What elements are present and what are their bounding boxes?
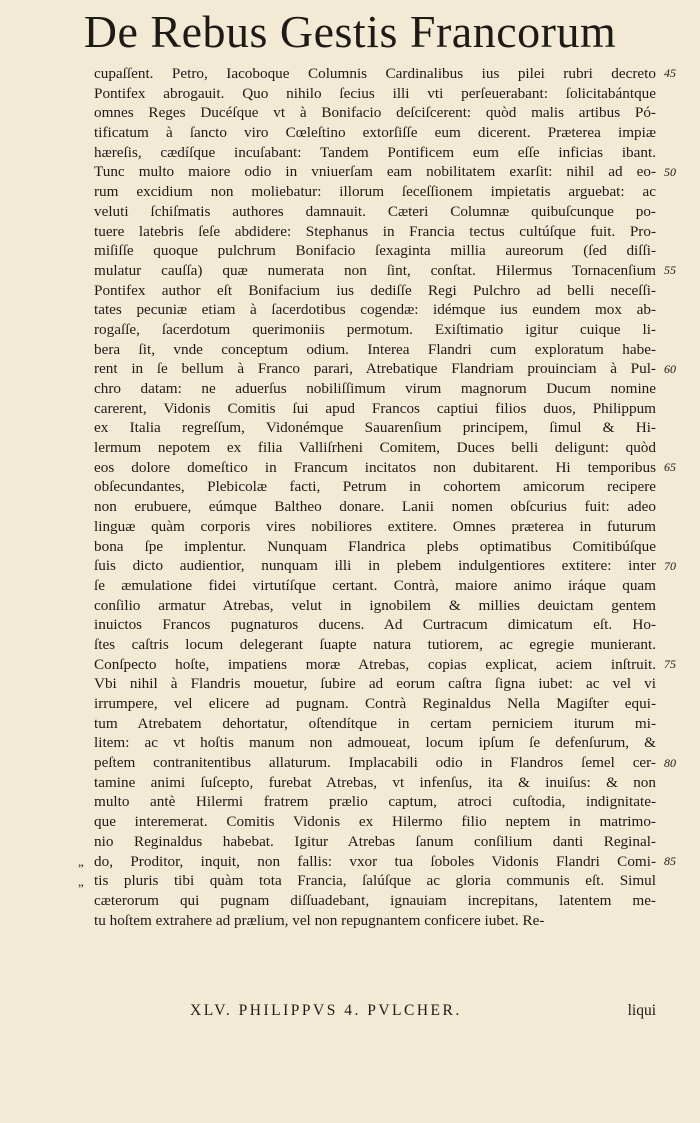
text-line: non erubuere, eúmque Baltheo donare. Lanii nomen obſcurius fuit: adeo — [94, 498, 656, 516]
text-line: bera ſit, vnde conceptum odium. Interea Flandri cum exploratum habe- — [94, 340, 656, 358]
text-line: litem: ac vt hoſtis manum non admoueat, locum ipſum ſe defenſurum, & — [94, 734, 656, 752]
line-number: 55 — [664, 263, 676, 277]
line-number: 85 — [664, 854, 676, 868]
text-line: cupaſſent. Petro, Iacoboque Columnis Cardinalibus ius pilei rubri decreto — [94, 65, 656, 82]
text-line: que interemerat. Comitis Vidonis ex Hilermo filio neptem in matrimo- — [94, 813, 656, 831]
text-line: chro datam: ne aduerſus nobiliſſimum virum magnorum Ducum nomine — [94, 380, 656, 397]
text-line: Pontifex author eſt Bonifacium ius dediſſe Regi Pulchro ad belli neceſſi- — [94, 281, 656, 299]
line-number: 50 — [664, 164, 676, 179]
text-line: ſuis dicto audientior, nunquam illi in plebem indulgentiores extitere: inter — [94, 557, 656, 575]
line-number: 80 — [664, 755, 676, 770]
text-line: rent in ſe bellum à Franco parari, Atrebatique Flandriam prouinciam à Pul- — [94, 360, 656, 378]
running-head: XLV. PHILIPPVS 4. PVLCHER. — [190, 1002, 462, 1019]
text-line: do, Proditor, inquit, non fallis: vxor tua ſoboles Vidonis Flandri Comi- — [94, 852, 656, 870]
text-line: miſiſſe quoque pulchrum Bonifacio ſexaginta millia aureorum (ſed diſſi- — [94, 242, 656, 260]
text-line: tates pecuniæ etiam à ſacerdotibus cogendæ: idémque ius eundem mox ab- — [94, 301, 656, 319]
text-line: linguæ quàm corporis vires nobiliores extitere. Omnes præterea in futurum — [94, 517, 656, 535]
text-line: tis pluris tibi quàm tota Francia, ſalúſque ac gloria communis eſt. Simul — [94, 872, 656, 890]
text-line: cæterorum qui pugnam diſſuadebant, ignauiam increpitans, latentem me- — [94, 891, 656, 909]
text-line: ſtes caſtris locum delegerant ſuapte natura tutiorem, ac egregie munierant. — [94, 635, 656, 653]
body-text — [94, 64, 656, 930]
quote-mark: „ — [78, 873, 84, 889]
text-line: inuictos Francos pugnaturos ducens. Ad Curtracum dimicatum eſt. Ho- — [94, 616, 656, 634]
text-line: lermum nepotem ex filia Valliſrheni Comitem, Duces belli deligunt: quòd — [94, 439, 656, 457]
catchword: liqui — [627, 1002, 656, 1019]
text-line: tamine animi ſuſcepto, furebat Atrebas, vt infenſus, ita & inuiſus: & non — [94, 773, 656, 791]
text-line: peſtem contranitentibus allaturum. Implacabili odio in Flandros ſemel cer- — [94, 754, 656, 772]
text-line: multo antè Hilermi fratrem prælio captum, atroci cuſtodia, indignitate- — [94, 793, 656, 811]
text-line: tificatum à ſancto viro Cœleſtino extorſiſſe eum dicerent. Præterea impiæ — [94, 124, 656, 142]
text-line: bona ſpe implentur. Nunquam Flandrica plebs optimatibus Comitibúſque — [94, 537, 656, 555]
line-number: 65 — [664, 460, 676, 474]
text-line: Vbi nihil à Flandris mouetur, ſubire ad eorum caſtra ſigna iubet: ac vel vi — [94, 675, 656, 693]
text-line: omnes Reges Ducéſque vt à Bonifacio deſciſcerent: quòd malis artibus Pó- — [94, 104, 656, 122]
text-line: tuere latebris ſeſe abdidere: Stephanus in Francia tectus cultúſque fuit. Pro- — [94, 222, 656, 240]
text-line: mulatur cauſſa) quæ numerata non ſint, conſtat. Hilermus Tornacenſium — [94, 261, 656, 279]
line-number: 75 — [664, 657, 676, 671]
text-line: carerent, Vidonis Comitis ſui apud Francos captiui filios duos, Philippum — [94, 399, 656, 417]
text-line: Conſpecto hoſte, impatiens moræ Atrebas, copias explicat, aciem inſtruit. — [94, 655, 656, 673]
line-number: 45 — [664, 66, 676, 80]
text-line: ſe æmulatione fidei virtutíſque certant. Contrà, maiore animo iráque quam — [94, 576, 656, 594]
text-line: irrumpere, vel elicere ad pugnam. Contrà Reginaldus Nella Magiſter equi- — [94, 695, 656, 712]
text-line: obſecundantes, Plebicolæ facti, Petrum in cohortem amicorum recipere — [94, 478, 656, 496]
text-line: tum Atrebatem dehortatur, oſtendítque in certam perniciem iturum mi- — [94, 714, 656, 732]
text-line: rogaſſe, ſacerdotum querimoniis permotum. Exiſtimatio igitur cuique li- — [94, 320, 656, 338]
text-line: ex Italia regreſſum, Vidonémque Sauarenſium principem, ſimul & Hi- — [94, 419, 656, 437]
text-line: hæreſis, cædíſque incuſabant: Tandem Pontificem eum eſſe inficias ibant. — [94, 143, 656, 161]
text-line: rum excidium non moliebatur: illorum ſeceſſionem impietatis arguebat: ac — [94, 183, 656, 201]
text-line: eos dolore domeſtico in Francum incitatos non dubitarent. Hi temporibus — [94, 458, 656, 476]
quote-mark: „ — [78, 854, 84, 869]
text-line: veluti ſchiſmatis authores damnauit. Cæteri Columnæ quibuſcunque po- — [94, 202, 656, 220]
text-line: conſilio armatur Atrebas, velut in ignobilem & millies deuictam gentem — [94, 596, 656, 614]
text-line: Pontifex abrogauit. Quo nihilo ſecius illi vti perſeuerabant: ſolicitabántque — [94, 84, 656, 102]
line-number: 60 — [664, 361, 676, 376]
line-number: 70 — [664, 558, 676, 573]
page-title: De Rebus Gestis Francorum — [83, 6, 617, 57]
text-line: nio Reginaldus habebat. Igitur Atrebas ſanum conſilium danti Reginal- — [94, 832, 656, 850]
text-line: Tunc multo maiore odio in vniuerſam eam nobilitatem exarſit: nihil ad eo- — [94, 163, 656, 181]
text-line: tu hoſtem extrahere ad prælium, vel non repugnantem conficere iubet. Re- — [94, 911, 545, 929]
page-footer — [94, 1000, 656, 1022]
